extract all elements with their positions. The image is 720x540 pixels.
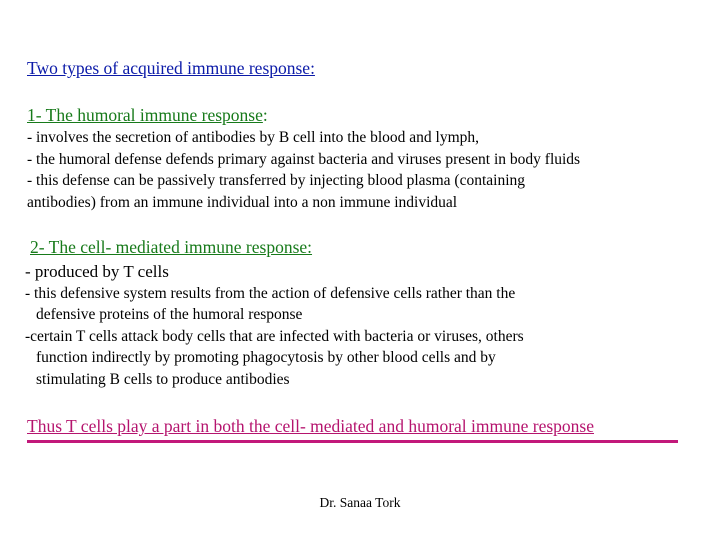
section-1-body: [27, 127, 580, 213]
section-2-line: function indirectly by promoting phagocytosis by other blood cells and by: [36, 349, 496, 366]
section-2-body: [25, 261, 524, 390]
section-2-line: -certain T cells attack body cells that are infected with bacteria or viruses, others: [25, 327, 524, 345]
section-2-line: - produced by T cells: [25, 262, 169, 281]
footer-author: [0, 495, 720, 511]
section-1-line: antibodies) from an immune individual into a non immune individual: [27, 193, 458, 211]
section-1-heading-colon: :: [262, 105, 268, 125]
section-2-heading: 2- The cell- mediated immune response:: [30, 237, 313, 257]
section-2-line: stimulating B cells to produce antibodies: [36, 370, 290, 388]
conclusion-text: Thus T cells play a part in both the cell- mediated and humoral immune response: [27, 416, 594, 436]
section-1-heading: [27, 105, 268, 126]
slide-title: Two types of acquired immune response:: [27, 58, 315, 78]
section-2-line: defensive proteins of the humoral response: [36, 306, 303, 323]
footer-author-text: Dr. Sanaa Tork: [319, 495, 401, 510]
section-1-line: - this defense can be passively transferred by injecting blood plasma (containing: [27, 172, 525, 189]
section-2-line: - this defensive system results from the action of defensive cells rather than the: [25, 284, 516, 302]
conclusion-rule: [27, 440, 678, 443]
section-1-heading-text: 1- The humoral immune response: [27, 105, 263, 125]
section-1-line: - the humoral defense defends primary against bacteria and viruses present in body fluids: [27, 150, 581, 168]
section-1-line: - involves the secretion of antibodies by B cell into the blood and lymph,: [27, 129, 479, 146]
